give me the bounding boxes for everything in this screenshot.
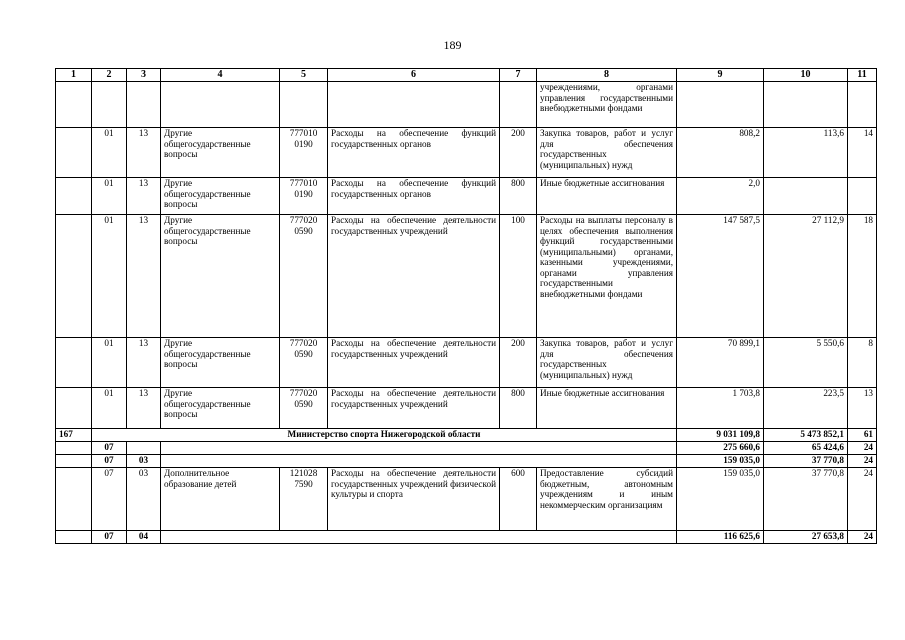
cell-ministry-title: Министерство спорта Нижегородской области [92, 429, 677, 442]
budget-table [55, 68, 877, 544]
cell-subsection-name: Другие общегосударственные вопросы [161, 128, 280, 178]
column-header-8: 8 [537, 69, 677, 82]
cell-expense-type-name: Иные бюджетные ассигнования [537, 388, 677, 429]
cell-executed [764, 178, 848, 215]
cell-percent [848, 178, 877, 215]
cell-percent [848, 82, 877, 128]
cell-executed: 37 770,8 [764, 455, 848, 468]
column-header-4: 4 [161, 69, 280, 82]
cell-target-article: 777020 0590 [280, 215, 328, 338]
cell-ministry-code [56, 128, 92, 178]
column-header-6: 6 [328, 69, 500, 82]
cell-subsection: 13 [127, 338, 161, 388]
column-header-5: 5 [280, 69, 328, 82]
cell-ministry-code [56, 442, 92, 455]
table-row [56, 178, 877, 215]
cell-percent: 61 [848, 429, 877, 442]
cell-ministry-code [56, 178, 92, 215]
cell-total-2022: 808,2 [677, 128, 764, 178]
cell-total-2022: 159 035,0 [677, 468, 764, 531]
cell-expense-type: 600 [500, 468, 537, 531]
cell-percent: 14 [848, 128, 877, 178]
cell-executed: 37 770,8 [764, 468, 848, 531]
cell-target-article: 777020 0590 [280, 338, 328, 388]
table-row [56, 531, 877, 544]
cell-target-article: 121028 7590 [280, 468, 328, 531]
cell-subsection: 04 [127, 531, 161, 544]
cell-subsection: 13 [127, 388, 161, 429]
cell-section: 01 [92, 215, 127, 338]
cell-expense-type-name: Предоставление субсидий бюджетным, автономным учреждениям и иным некоммерческим организациям [537, 468, 677, 531]
cell-target-article: 777010 0190 [280, 128, 328, 178]
header-row [56, 69, 877, 82]
cell-section [92, 82, 127, 128]
cell-section: 01 [92, 178, 127, 215]
cell-executed: 5 550,6 [764, 338, 848, 388]
cell-expense-type-name: Закупка товаров, работ и услуг для обеспечения государственных (муниципальных) нужд [537, 128, 677, 178]
cell-section: 01 [92, 338, 127, 388]
cell-subsection-name: Дополнительное образование детей [161, 468, 280, 531]
cell-ministry-code [56, 468, 92, 531]
cell-article-name: Расходы на обеспечение функций государственных органов [328, 128, 500, 178]
cell-section: 07 [92, 468, 127, 531]
table-row [56, 128, 877, 178]
column-header-11: 11 [848, 69, 877, 82]
cell-expense-type: 200 [500, 338, 537, 388]
table-row [56, 82, 877, 128]
cell-subsection-name: Другие общегосударственные вопросы [161, 215, 280, 338]
table-row [56, 388, 877, 429]
cell-article-name: Расходы на обеспечение деятельности государственных учреждений [328, 338, 500, 388]
table-row [56, 468, 877, 531]
cell-total-2022: 275 660,6 [677, 442, 764, 455]
cell-ministry-code [56, 388, 92, 429]
table-body [56, 82, 877, 544]
cell-section: 07 [92, 442, 127, 455]
cell-executed [764, 82, 848, 128]
cell-total-2022: 9 031 109,8 [677, 429, 764, 442]
cell-empty [161, 531, 677, 544]
cell-subsection: 03 [127, 468, 161, 531]
cell-article-name [328, 82, 500, 128]
cell-target-article: 777010 0190 [280, 178, 328, 215]
cell-subsection: 03 [127, 455, 161, 468]
cell-executed: 5 473 852,1 [764, 429, 848, 442]
cell-executed: 223,5 [764, 388, 848, 429]
column-header-7: 7 [500, 69, 537, 82]
cell-expense-type-name: Иные бюджетные ассигнования [537, 178, 677, 215]
cell-percent: 24 [848, 468, 877, 531]
cell-executed: 27 112,9 [764, 215, 848, 338]
cell-ministry-code [56, 82, 92, 128]
cell-total-2022: 70 899,1 [677, 338, 764, 388]
cell-target-article: 777020 0590 [280, 388, 328, 429]
cell-subsection-name: Другие общегосударственные вопросы [161, 388, 280, 429]
cell-subsection-name: Другие общегосударственные вопросы [161, 338, 280, 388]
cell-executed: 27 653,8 [764, 531, 848, 544]
cell-percent: 18 [848, 215, 877, 338]
cell-expense-type [500, 82, 537, 128]
cell-expense-type: 200 [500, 128, 537, 178]
cell-section: 07 [92, 455, 127, 468]
cell-subsection: 13 [127, 128, 161, 178]
cell-percent: 13 [848, 388, 877, 429]
table-row [56, 429, 877, 442]
cell-executed: 65 424,6 [764, 442, 848, 455]
column-header-1: 1 [56, 69, 92, 82]
cell-expense-type-name: учреждениями, органами управления государственными внебюджетными фондами [537, 82, 677, 128]
table-row [56, 215, 877, 338]
cell-ministry-code: 167 [56, 429, 92, 442]
cell-section: 01 [92, 128, 127, 178]
cell-percent: 24 [848, 442, 877, 455]
cell-subsection [127, 442, 161, 455]
column-header-3: 3 [127, 69, 161, 82]
cell-expense-type-name: Расходы на выплаты персоналу в целях обеспечения выполнения функций государственными (муниципальными) органами, казенными учреждениями, органами управления государственными внебюджетными фондами [537, 215, 677, 338]
cell-article-name: Расходы на обеспечение деятельности государственных учреждений [328, 215, 500, 338]
cell-empty [161, 455, 677, 468]
column-header-2: 2 [92, 69, 127, 82]
cell-ministry-code [56, 455, 92, 468]
cell-expense-type-name: Закупка товаров, работ и услуг для обеспечения государственных (муниципальных) нужд [537, 338, 677, 388]
cell-subsection: 13 [127, 178, 161, 215]
cell-expense-type: 800 [500, 388, 537, 429]
cell-total-2022: 147 587,5 [677, 215, 764, 338]
cell-section: 01 [92, 388, 127, 429]
cell-percent: 24 [848, 531, 877, 544]
table-row [56, 338, 877, 388]
cell-ministry-code [56, 215, 92, 338]
column-header-9: 9 [677, 69, 764, 82]
cell-expense-type: 800 [500, 178, 537, 215]
cell-total-2022 [677, 82, 764, 128]
cell-total-2022: 2,0 [677, 178, 764, 215]
cell-subsection [127, 82, 161, 128]
column-header-10: 10 [764, 69, 848, 82]
table-row [56, 455, 877, 468]
cell-subsection: 13 [127, 215, 161, 338]
cell-percent: 8 [848, 338, 877, 388]
cell-empty [161, 442, 677, 455]
cell-ministry-code [56, 531, 92, 544]
cell-article-name: Расходы на обеспечение деятельности государственных учреждений [328, 388, 500, 429]
cell-executed: 113,6 [764, 128, 848, 178]
cell-total-2022: 1 703,8 [677, 388, 764, 429]
cell-target-article [280, 82, 328, 128]
cell-subsection-name: Другие общегосударственные вопросы [161, 178, 280, 215]
cell-total-2022: 159 035,0 [677, 455, 764, 468]
cell-section: 07 [92, 531, 127, 544]
table-row [56, 442, 877, 455]
cell-ministry-code [56, 338, 92, 388]
cell-total-2022: 116 625,6 [677, 531, 764, 544]
page-number: 189 [443, 38, 462, 52]
cell-expense-type: 100 [500, 215, 537, 338]
cell-subsection-name [161, 82, 280, 128]
cell-article-name: Расходы на обеспечение функций государственных органов [328, 178, 500, 215]
cell-article-name: Расходы на обеспечение деятельности государственных учреждений физической культуры и спорта [328, 468, 500, 531]
cell-percent: 24 [848, 455, 877, 468]
